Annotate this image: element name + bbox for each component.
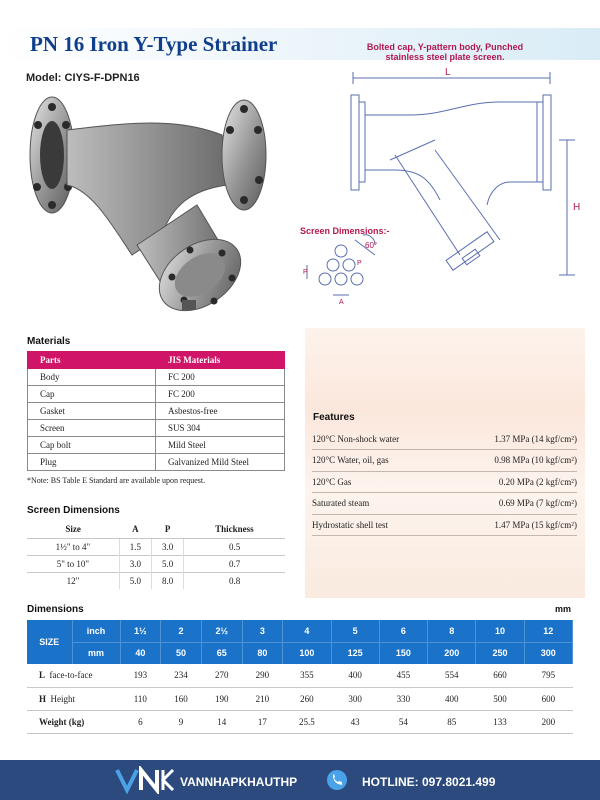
footer-brand: VANNHAPKHAUTHP — [180, 775, 298, 789]
table-row: 120°C Gas 0.20 MPa (2 kgf/cm²) — [312, 471, 577, 493]
table-header-row: Parts JIS Materials — [28, 352, 285, 369]
table-row: Plug Galvanized Mild Steel — [28, 454, 285, 471]
label-P-side: P — [303, 269, 308, 276]
phone-icon — [326, 769, 348, 791]
materials-note: *Note: BS Table E Standard are available upon request. — [27, 476, 206, 485]
dimensions-title: Dimensions — [27, 604, 84, 615]
table-header-row: Size A P Thickness — [27, 520, 285, 538]
table-row: Weight (kg) 6 9 14 17 25.5 43 54 85 133 200 — [27, 710, 573, 733]
table-row: 5" to 10" 3.0 5.0 0.7 — [27, 555, 285, 572]
label-L: L — [445, 67, 451, 78]
table-row: H Height 110 160 190 210 260 300 330 400 500 600 — [27, 687, 573, 710]
label-H: H — [573, 202, 581, 213]
label-angle: 60° — [365, 241, 378, 250]
table-row: Body FC 200 — [28, 369, 285, 386]
table-row: 120°C Non-shock water 1.37 MPa (14 kgf/cm²) — [312, 428, 577, 450]
footer-bar — [0, 760, 600, 800]
footer-hotline: HOTLINE: 097.8021.499 — [362, 775, 496, 789]
screen-dimensions-title: Screen Dimensions — [27, 505, 120, 516]
table-row: 120°C Water, oil, gas 0.98 MPa (10 kgf/cm²) — [312, 450, 577, 472]
table-row: 1½" to 4" 1.5 3.0 0.5 — [27, 538, 285, 555]
table-row: Gasket Asbestos-free — [28, 403, 285, 420]
label-A: A — [339, 299, 344, 306]
dimension-diagram — [295, 40, 590, 310]
table-row: Screen SUS 304 — [28, 420, 285, 437]
features-title: Features — [313, 412, 355, 423]
table-row: 12" 5.0 8.0 0.8 — [27, 572, 285, 589]
dimensions-unit: mm — [555, 604, 572, 614]
screen-dimensions-label: Screen Dimensions:- — [300, 226, 390, 236]
table-row: L face-to-face 193 234 270 290 355 400 455 554 660 795 — [27, 664, 573, 687]
label-P: P — [357, 260, 362, 267]
vnk-logo-icon — [115, 766, 175, 794]
table-row: Saturated steam 0.69 MPa (7 kgf/cm²) — [312, 493, 577, 515]
materials-title: Materials — [27, 336, 71, 347]
table-row: Cap bolt Mild Steel — [28, 437, 285, 454]
dimensions-table — [27, 620, 573, 734]
strainer-photo — [22, 95, 284, 320]
table-header-row-mm: mm 40 50 65 80 100 125 150 200 250 300 — [27, 642, 573, 664]
table-row: Cap FC 200 — [28, 386, 285, 403]
screen-dimensions-table — [27, 520, 285, 589]
model-number: Model: CIYS-F-DPN16 — [26, 72, 140, 84]
table-row: Hydrostatic shell test 1.47 MPa (15 kgf/cm²) — [312, 514, 577, 536]
page-title: PN 16 Iron Y-Type Strainer — [30, 32, 278, 56]
table-header-row-inch: SIZE inch 1½ 2 2½ 3 4 5 6 8 10 12 — [27, 620, 573, 642]
features-table — [312, 428, 577, 536]
diagram-caption: Bolted cap, Y-pattern body, Punched stainless steel plate screen. — [366, 42, 524, 62]
materials-table — [27, 351, 285, 471]
